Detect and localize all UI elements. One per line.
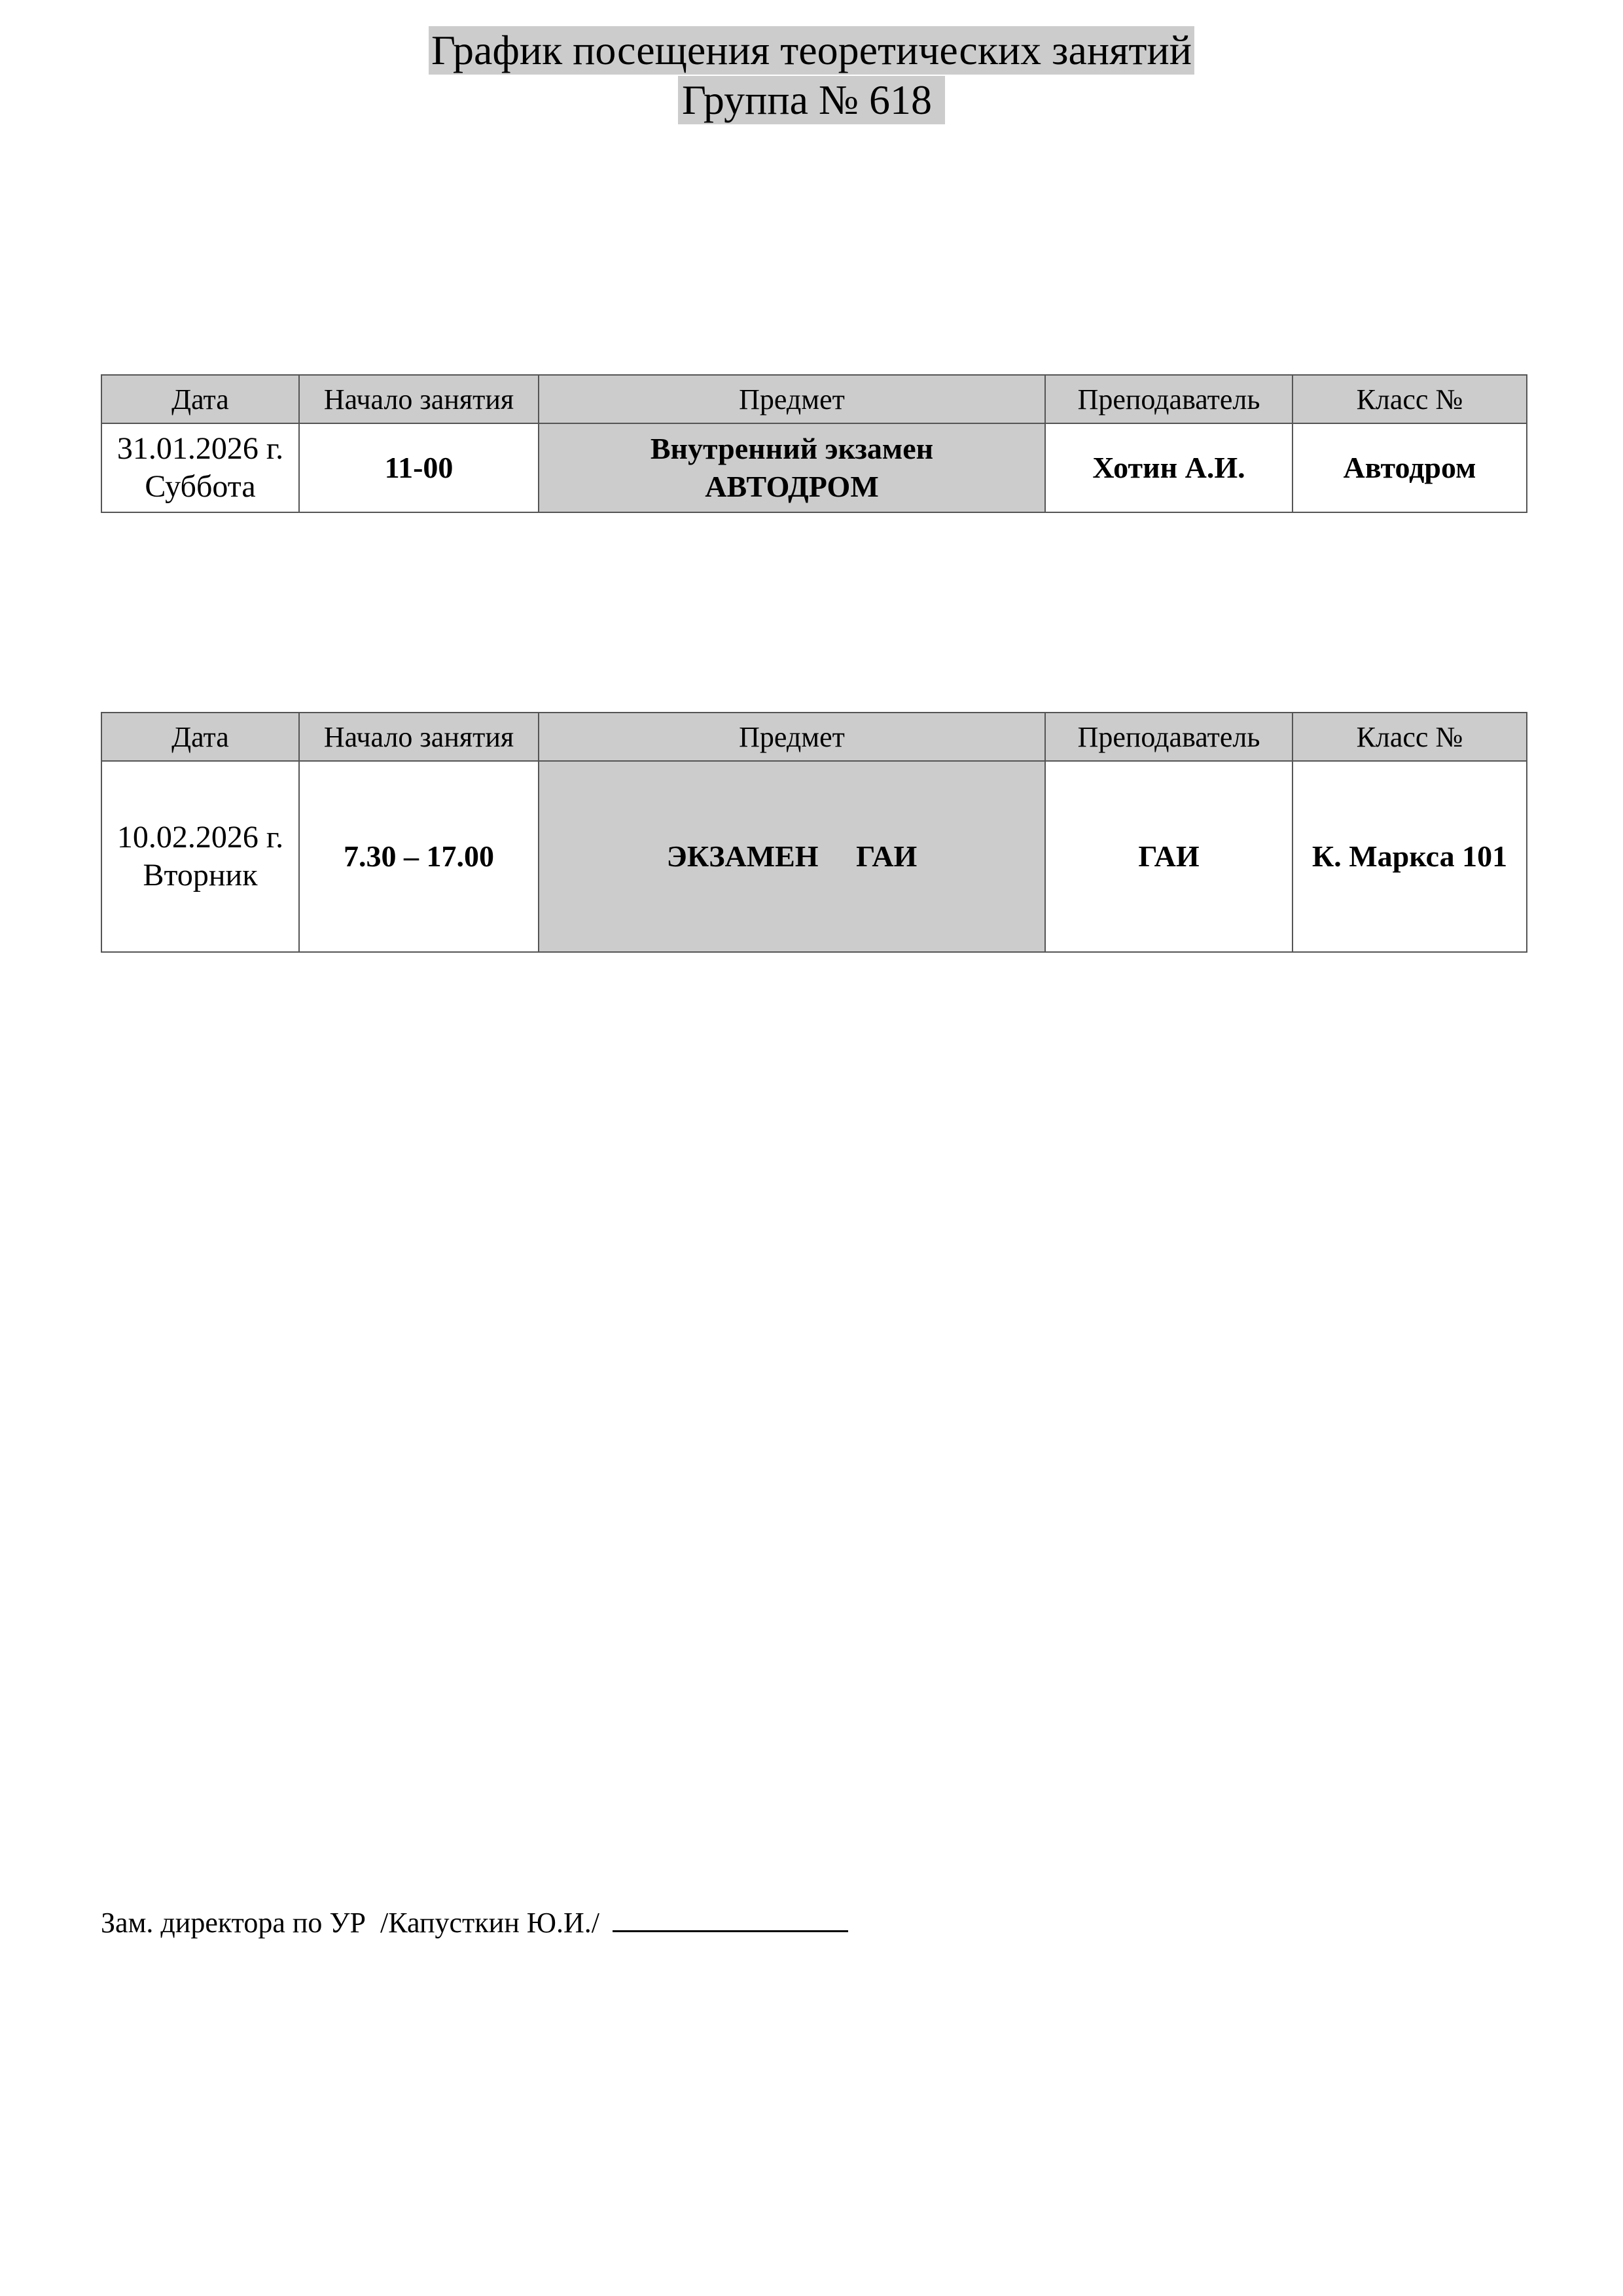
header-date: Дата	[101, 713, 299, 761]
header-subject: Предмет	[539, 713, 1045, 761]
header-subject: Предмет	[539, 375, 1045, 423]
header-room: Класс №	[1293, 713, 1527, 761]
table-row	[101, 423, 1527, 512]
room-cell: К. Маркса 101	[1293, 761, 1527, 952]
teacher-cell: ГАИ	[1045, 761, 1293, 952]
date-value: 10.02.2026 г.	[116, 820, 284, 855]
page-title-block	[0, 26, 1623, 126]
start-time-cell: 7.30 – 17.00	[299, 761, 539, 952]
header-teacher: Преподаватель	[1045, 713, 1293, 761]
header-teacher: Преподаватель	[1045, 375, 1293, 423]
table-header-row	[101, 375, 1527, 423]
header-room: Класс №	[1293, 375, 1527, 423]
signatory-text: Зам. директора по УР /Капусткин Ю.И./	[101, 1907, 599, 1939]
header-date: Дата	[101, 375, 299, 423]
header-start-time: Начало занятия	[299, 713, 539, 761]
subject-cell	[539, 423, 1045, 512]
signature-footer	[101, 1904, 848, 1939]
weekday-value: Суббота	[145, 469, 256, 504]
room-cell: Автодром	[1293, 423, 1527, 512]
date-value: 31.01.2026 г.	[116, 431, 284, 466]
teacher-cell: Хотин А.И.	[1045, 423, 1293, 512]
header-start-time: Начало занятия	[299, 375, 539, 423]
date-cell	[101, 423, 299, 512]
subject-line-1: Внутренний экзамен	[650, 432, 934, 465]
schedule-table-2	[101, 712, 1527, 953]
start-time-cell: 11-00	[299, 423, 539, 512]
subject-cell	[539, 761, 1045, 952]
subject-line-1: ЭКЗАМЕН ГАИ	[666, 839, 918, 873]
table-row	[101, 761, 1527, 952]
signature-line	[613, 1904, 848, 1932]
date-cell	[101, 761, 299, 952]
group-number-title: Группа № 618	[678, 76, 945, 124]
page-title: График посещения теоретических занятий	[429, 26, 1194, 75]
table-header-row	[101, 713, 1527, 761]
weekday-value: Вторник	[143, 858, 258, 892]
schedule-table-1	[101, 374, 1527, 513]
subject-line-2: АВТОДРОМ	[705, 470, 879, 503]
